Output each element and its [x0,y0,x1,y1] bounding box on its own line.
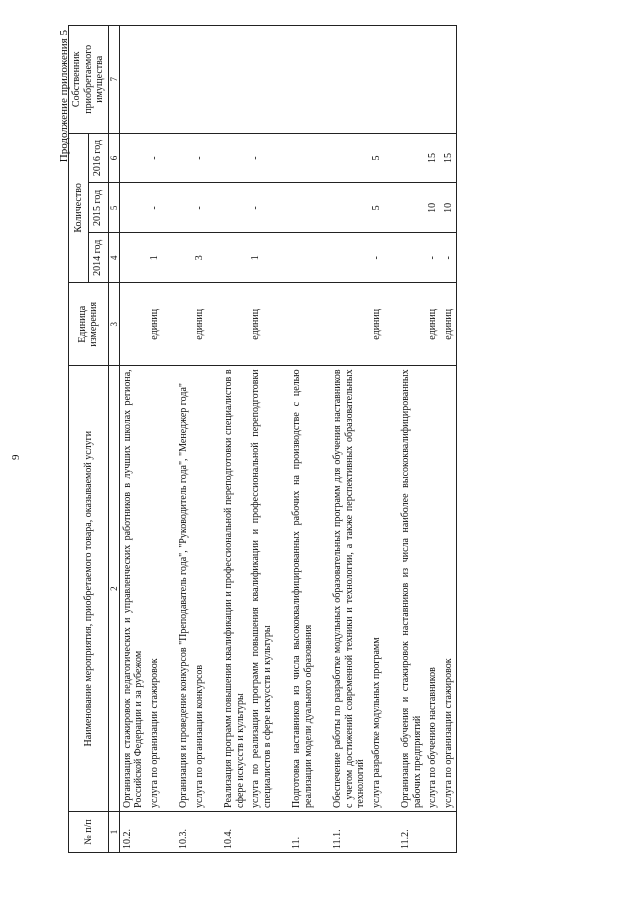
row-qty-2015: - [248,183,275,233]
row-qty-2016 [221,133,248,183]
row-qty-2016 [119,133,147,183]
spacer-cell [275,811,289,852]
row-property [176,26,192,134]
row-unit: единиц [369,283,385,366]
row-name: услуга по реализации программ повышения квалификации и профессиональной переподготовки специалистов в сфере искусств и культуры [248,366,275,812]
row-qty-2014 [176,233,192,283]
row-number [147,811,163,852]
row-number: 10.4. [221,811,248,852]
spacer-cell [384,811,398,852]
row-name: Организация стажировок педагогических и управленческих работников в лучших школах региона, Российской Федерации и за рубежом [119,366,147,812]
continuation-note: Продолжение приложения 5 [58,30,70,163]
row-unit: единиц [425,283,441,366]
spacer-cell [207,133,221,183]
spacer-cell [162,283,176,366]
row-qty-2015: - [147,183,163,233]
spacer-cell [316,366,330,812]
row-qty-2014: - [425,233,441,283]
row-property [369,26,385,134]
row-number: 11.2. [398,811,425,852]
spacer-cell [384,233,398,283]
spacer-cell [275,26,289,134]
spacer-cell [384,26,398,134]
table-row [147,26,163,853]
row-qty-2016: 5 [369,133,385,183]
row-number: 10.3. [176,811,192,852]
row-unit [398,283,425,366]
header-num: № п/п [69,811,109,852]
row-qty-2014 [119,233,147,283]
row-qty-2016: - [192,133,208,183]
row-name: Организация обучения и стажировок наставников из числа наиболее высококвалифицированных рабочих предприятий [398,366,425,812]
row-qty-2016 [289,133,316,183]
table-row [398,26,425,853]
spacer-cell [162,366,176,812]
row-qty-2016 [398,133,425,183]
spacer-cell [162,811,176,852]
column-index: 6 [108,133,119,183]
row-property [119,26,147,134]
spacer-cell [207,26,221,134]
row-number: 10.2. [119,811,147,852]
spacer-cell [384,183,398,233]
row-name: услуга по организации конкурсов [192,366,208,812]
row-unit [330,283,369,366]
table-row [441,26,457,853]
column-index: 7 [108,26,119,134]
row-unit: единиц [441,283,457,366]
row-qty-2015: 5 [369,183,385,233]
row-qty-2014: 1 [147,233,163,283]
row-property [248,26,275,134]
spacer-cell [207,366,221,812]
row-unit [221,283,248,366]
row-name: Подготовка наставников из числа высококвалифицированных рабочих на производстве с целью реализации модели дуального образования [289,366,316,812]
spacer-cell [384,133,398,183]
row-qty-2015 [398,183,425,233]
table-body [119,26,457,853]
row-qty-2014: 1 [248,233,275,283]
spacer-cell [162,233,176,283]
row-property [289,26,316,134]
spacer-cell [384,366,398,812]
spacer-cell [207,283,221,366]
spacer-cell [316,26,330,134]
row-spacer [316,26,330,853]
plan-table [68,25,457,853]
header-year-2016: 2016 год [88,133,108,183]
table-row [425,26,441,853]
row-qty-2015 [176,183,192,233]
row-property [441,26,457,134]
row-name: услуга по организации стажировок [441,366,457,812]
spacer-cell [207,183,221,233]
row-qty-2015 [119,183,147,233]
spacer-cell [384,283,398,366]
row-number [192,811,208,852]
row-number [369,811,385,852]
table-row [369,26,385,853]
row-unit: единиц [147,283,163,366]
row-spacer [162,26,176,853]
row-property [425,26,441,134]
table-row [119,26,147,853]
row-qty-2016 [330,133,369,183]
row-property [330,26,369,134]
row-qty-2015: 10 [441,183,457,233]
header-unit: Единица измерения [69,283,109,366]
row-number [248,811,275,852]
spacer-cell [162,133,176,183]
row-qty-2014: 3 [192,233,208,283]
row-qty-2014 [221,233,248,283]
table-row [248,26,275,853]
table-row [289,26,316,853]
spacer-cell [207,811,221,852]
spacer-cell [275,133,289,183]
spacer-cell [316,133,330,183]
row-qty-2015 [330,183,369,233]
row-spacer [275,26,289,853]
row-property [221,26,248,134]
header-year-2014: 2014 год [88,233,108,283]
row-unit: единиц [248,283,275,366]
column-index: 4 [108,233,119,283]
row-qty-2015 [289,183,316,233]
row-spacer [384,26,398,853]
spacer-cell [207,233,221,283]
row-unit: единиц [192,283,208,366]
spacer-cell [162,183,176,233]
row-qty-2016: 15 [441,133,457,183]
table-row [176,26,192,853]
row-qty-2016 [176,133,192,183]
row-name: Организация и проведение конкурсов "Преподаватель года", "Руководитель года", "Менеджер года" [176,366,192,812]
row-qty-2015: - [192,183,208,233]
spacer-cell [275,283,289,366]
spacer-cell [162,26,176,134]
row-qty-2015 [221,183,248,233]
column-index: 5 [108,183,119,233]
row-qty-2014: - [441,233,457,283]
row-number [441,811,457,852]
spacer-cell [275,366,289,812]
column-index: 3 [108,283,119,366]
row-unit [289,283,316,366]
row-unit [176,283,192,366]
header-quantity: Количество [69,133,89,283]
table-row [330,26,369,853]
header-year-2015: 2015 год [88,183,108,233]
row-number [425,811,441,852]
row-qty-2015: 10 [425,183,441,233]
row-qty-2014 [289,233,316,283]
row-property [398,26,425,134]
spacer-cell [275,183,289,233]
row-property [147,26,163,134]
row-name: услуга по организации стажировок [147,366,163,812]
table-row [192,26,208,853]
row-qty-2014 [398,233,425,283]
header-property: Собственник приобретаемого имущества [69,26,109,134]
page-number: 9 [10,454,22,460]
spacer-cell [275,233,289,283]
row-unit [119,283,147,366]
row-number: 11.1. [330,811,369,852]
row-qty-2014: - [369,233,385,283]
column-index: 1 [108,811,119,852]
spacer-cell [316,233,330,283]
row-qty-2014 [330,233,369,283]
row-name: Обеспечение работы по разработке модульных образовательных программ для обучения наставников с учетом достижений современной техники и технологии, а также перспективных образовательных технологий [330,366,369,812]
row-name: услуга по обучению наставников [425,366,441,812]
row-property [192,26,208,134]
row-qty-2016: - [147,133,163,183]
row-name: услуга разработке модульных программ [369,366,385,812]
spacer-cell [316,811,330,852]
spacer-cell [316,283,330,366]
header-name: Наименование мероприятия, приобретаемого товара, оказываемой услуги [69,366,109,812]
row-number: 11. [289,811,316,852]
row-spacer [207,26,221,853]
table-row [221,26,248,853]
row-qty-2016: 15 [425,133,441,183]
row-qty-2016: - [248,133,275,183]
column-index: 2 [108,366,119,812]
row-name: Реализация программ повышения квалификации и профессиональной переподготовки специалистов в сфере искусств и культуры [221,366,248,812]
spacer-cell [316,183,330,233]
